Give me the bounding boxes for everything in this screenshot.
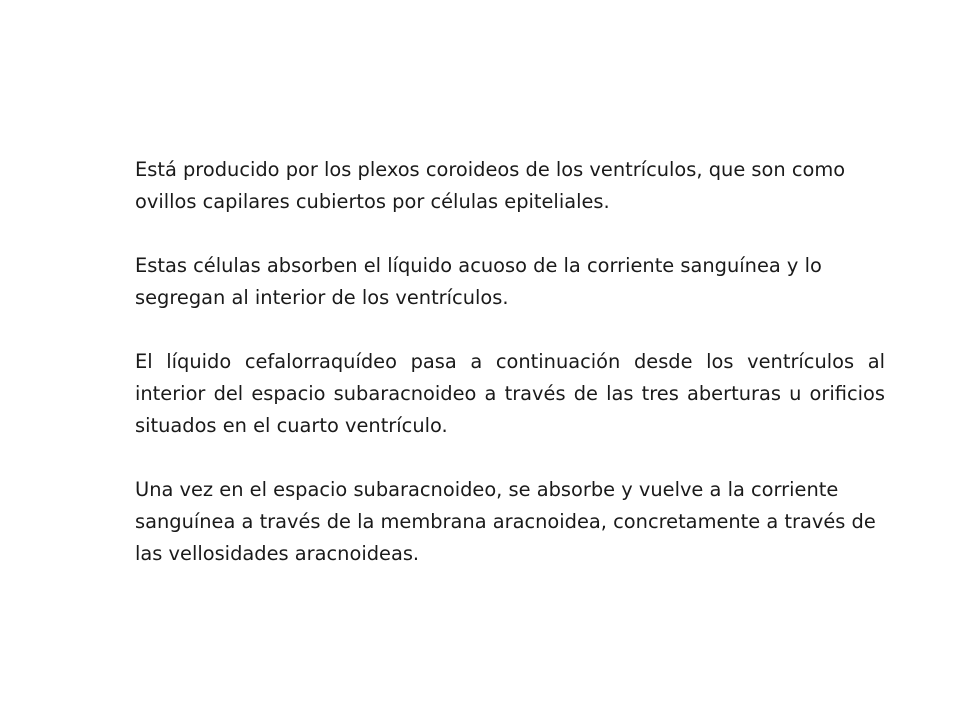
paragraph-plexos: Está producido por los plexos coroideos de los ventrículos, que son como ovillos capilares cubiertos por células epiteliales. (135, 158, 846, 213)
paragraph-liquido: El líquido cefalorraquídeo pasa a continuación desde los ventrículos al interior del espacio subaracnoideo a través de las tres aberturas u orificios situados en el cuarto ventrículo. (135, 350, 885, 437)
paragraph-absorcion: Una vez en el espacio subaracnoideo, se absorbe y vuelve a la corriente sanguínea a través de la membrana aracnoidea, concretamente a través de las vellosidades aracnoideas. (135, 478, 876, 565)
paragraph-celulas: Estas células absorben el líquido acuoso de la corriente sanguínea y lo segregan al interior de los ventrículos. (135, 254, 822, 309)
text-body (135, 154, 885, 570)
